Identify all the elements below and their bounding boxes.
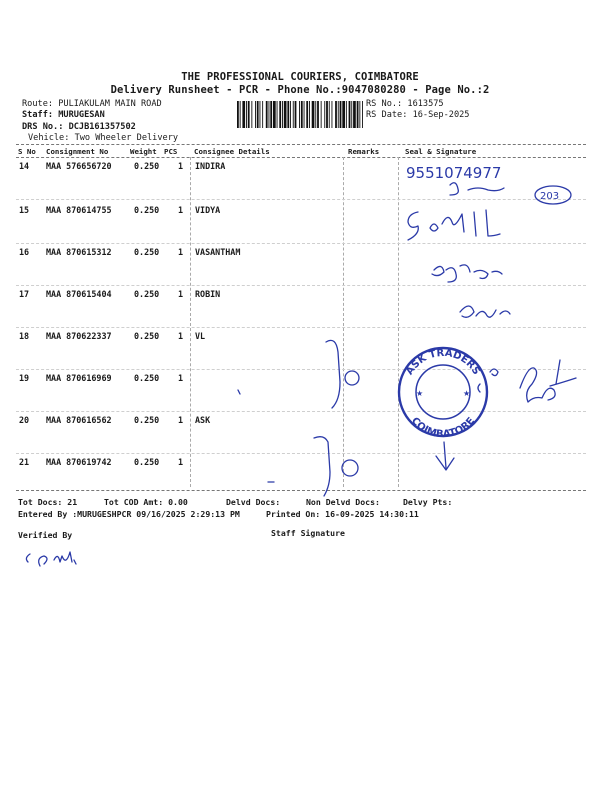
rs-number: RS No.: 1613575	[366, 99, 444, 109]
barcode-bar	[290, 101, 291, 128]
company-seal	[399, 348, 487, 440]
row-consignment-no: MAA 870616562	[46, 415, 112, 425]
row-pcs: 1	[178, 331, 184, 341]
stamp-scribble	[478, 369, 498, 392]
row-consignee: VASANTHAM	[195, 247, 241, 257]
handwritten-phone: 9551074977	[406, 164, 502, 182]
barcode-bar	[237, 101, 239, 128]
barcode-bar	[284, 101, 287, 128]
row-sno: 21	[19, 457, 30, 467]
barcode-bar	[293, 101, 294, 128]
barcode-bar	[349, 101, 351, 128]
col-sno: S No	[18, 147, 36, 156]
row-consignee: ROBIN	[195, 289, 221, 299]
seal-star-left: ★	[416, 389, 424, 398]
barcode-bar	[282, 101, 283, 128]
runsheet-subtitle: Delivery Runsheet - PCR - Phone No.:9047080280 - Page No.:2	[110, 84, 490, 96]
signature-right	[520, 360, 576, 402]
barcode-bar	[338, 101, 339, 128]
row-pcs: 1	[178, 457, 184, 467]
row-consignment-no: MAA 870619742	[46, 457, 112, 467]
row-weight: 0.250	[134, 415, 160, 425]
row-separator	[16, 369, 586, 370]
row-weight: 0.250	[134, 161, 160, 171]
barcode-bar	[246, 101, 247, 128]
barcode-bar	[304, 101, 305, 128]
remarks-divider	[343, 157, 344, 487]
row-separator	[16, 411, 586, 412]
svg-text:ASK TRADERS	[404, 348, 482, 377]
barcode-bar	[317, 101, 319, 128]
row-separator	[16, 453, 586, 454]
table-bottom-rule	[16, 490, 586, 491]
tick-row19	[238, 390, 240, 394]
col-pcs: PCS	[164, 147, 178, 156]
row-pcs: 1	[178, 289, 184, 299]
barcode-bar	[342, 101, 345, 128]
row-consignment-no: MAA 870616969	[46, 373, 112, 383]
barcode-bar	[273, 101, 276, 128]
barcode-bar	[287, 101, 289, 128]
row-separator	[16, 327, 586, 328]
row-consignee: ASK	[195, 415, 211, 425]
row-sno: 15	[19, 205, 30, 215]
barcode-bar	[351, 101, 352, 128]
barcode-bar	[266, 101, 268, 128]
circle-mark-row18	[345, 371, 359, 385]
barcode-bar	[269, 101, 270, 128]
row-pcs: 1	[178, 205, 184, 215]
row-weight: 0.250	[134, 289, 160, 299]
barcode-bar	[270, 101, 272, 128]
col-weight: Weight	[130, 147, 157, 156]
delivered-docs: Delvd Docs:	[226, 497, 281, 507]
barcode-bar	[255, 101, 256, 128]
barcode-bar	[329, 101, 330, 128]
barcode-bar	[248, 101, 250, 128]
barcode-bar	[251, 101, 252, 128]
barcode-bar	[279, 101, 281, 128]
barcode-bar	[359, 101, 360, 128]
barcode-bar	[295, 101, 297, 128]
barcode-bar	[242, 101, 245, 128]
row-sno: 19	[19, 373, 30, 383]
drs-number: DRS No.: DCJB161357502	[22, 122, 136, 132]
signature-row17	[460, 306, 510, 317]
barcode-bar	[362, 101, 363, 128]
barcode-bar	[332, 101, 333, 128]
drs-barcode	[237, 101, 363, 128]
barcode-bar	[346, 101, 347, 128]
row-sno: 17	[19, 289, 30, 299]
barcode-bar	[240, 101, 241, 128]
svg-text:COIMBATORE	[409, 415, 477, 440]
verified-by-label: Verified By	[18, 530, 73, 540]
barcode-bar	[301, 101, 303, 128]
col-consignment: Consignment No	[46, 147, 109, 156]
col-consignee: Consignee Details	[194, 147, 270, 156]
barcode-bar	[357, 101, 359, 128]
stroke-row21	[314, 437, 330, 496]
signature-row14	[450, 183, 504, 195]
row-pcs: 1	[178, 415, 184, 425]
printed-on: Printed On: 16-09-2025 14:30:11	[266, 509, 419, 519]
handwritten-number: 203	[540, 191, 560, 202]
row-consignment-no: MAA 576656720	[46, 161, 112, 171]
signature-row16	[432, 265, 502, 282]
barcode-bar	[257, 101, 259, 128]
row-consignee: INDIRA	[195, 161, 226, 171]
barcode-bar	[312, 101, 315, 128]
seal-divider	[398, 157, 399, 487]
barcode-bar	[260, 101, 261, 128]
consignee-divider	[190, 157, 191, 487]
barcode-bar	[340, 101, 342, 128]
circled-number-outline	[535, 186, 571, 204]
barcode-bar	[326, 101, 328, 128]
seal-text-bottom: COIMBATORE	[408, 415, 478, 441]
seal-outer-ring	[399, 348, 487, 436]
company-title: THE PROFESSIONAL COURIERS, COIMBATORE	[181, 71, 419, 83]
staff-signature-label: Staff Signature	[271, 528, 345, 538]
row-sno: 20	[19, 415, 30, 425]
entered-by: Entered By :MURUGESHPCR 09/16/2025 2:29:13 PM	[18, 509, 240, 519]
row-consignment-no: MAA 870615404	[46, 289, 112, 299]
rs-date: RS Date: 16-Sep-2025	[366, 110, 470, 120]
row-pcs: 1	[178, 247, 184, 257]
barcode-bar	[309, 101, 310, 128]
barcode-bar	[277, 101, 278, 128]
total-cod: Tot COD Amt: 0.00	[104, 497, 188, 507]
signature-row15	[408, 210, 500, 240]
row-weight: 0.250	[134, 457, 160, 467]
row-consignment-no: MAA 870615312	[46, 247, 112, 257]
route-label: Route: PULIAKULAM MAIN ROAD	[22, 99, 162, 109]
seal-star-right: ★	[463, 389, 471, 398]
barcode-bar	[321, 101, 322, 128]
row-weight: 0.250	[134, 373, 160, 383]
stroke-row18	[326, 340, 340, 408]
col-seal: Seal & Signature	[405, 147, 477, 156]
arrow-mark	[436, 442, 454, 470]
staff-label: Staff: MURUGESAN	[22, 110, 105, 120]
col-remarks: Remarks	[348, 147, 380, 156]
row-pcs: 1	[178, 161, 184, 171]
total-docs: Tot Docs: 21	[18, 497, 78, 507]
non-delivered-docs: Non Delvd Docs:	[306, 497, 380, 507]
delivery-points: Delvy Pts:	[403, 497, 453, 507]
barcode-bar	[335, 101, 337, 128]
barcode-bar	[324, 101, 325, 128]
row-sno: 16	[19, 247, 30, 257]
table-top-rule	[16, 144, 586, 145]
barcode-bar	[306, 101, 308, 128]
row-consignee: VL	[195, 331, 206, 341]
seal-text-top: ASK TRADERS	[404, 347, 482, 377]
row-weight: 0.250	[134, 247, 160, 257]
row-separator	[16, 199, 586, 200]
circle-mark-row21	[342, 460, 358, 476]
row-sno: 14	[19, 161, 30, 171]
row-weight: 0.250	[134, 205, 160, 215]
barcode-bar	[353, 101, 356, 128]
row-weight: 0.250	[134, 331, 160, 341]
row-separator	[16, 243, 586, 244]
barcode-bar	[315, 101, 316, 128]
header-bottom-rule	[16, 157, 586, 158]
row-consignee: VIDYA	[195, 205, 221, 215]
verified-signature	[26, 552, 76, 566]
vehicle-label: Vehicle: Two Wheeler Delivery	[28, 133, 179, 143]
row-consignment-no: MAA 870614755	[46, 205, 112, 215]
row-separator	[16, 285, 586, 286]
row-consignment-no: MAA 870622337	[46, 331, 112, 341]
row-pcs: 1	[178, 373, 184, 383]
barcode-bar	[262, 101, 263, 128]
row-sno: 18	[19, 331, 30, 341]
barcode-bar	[299, 101, 300, 128]
